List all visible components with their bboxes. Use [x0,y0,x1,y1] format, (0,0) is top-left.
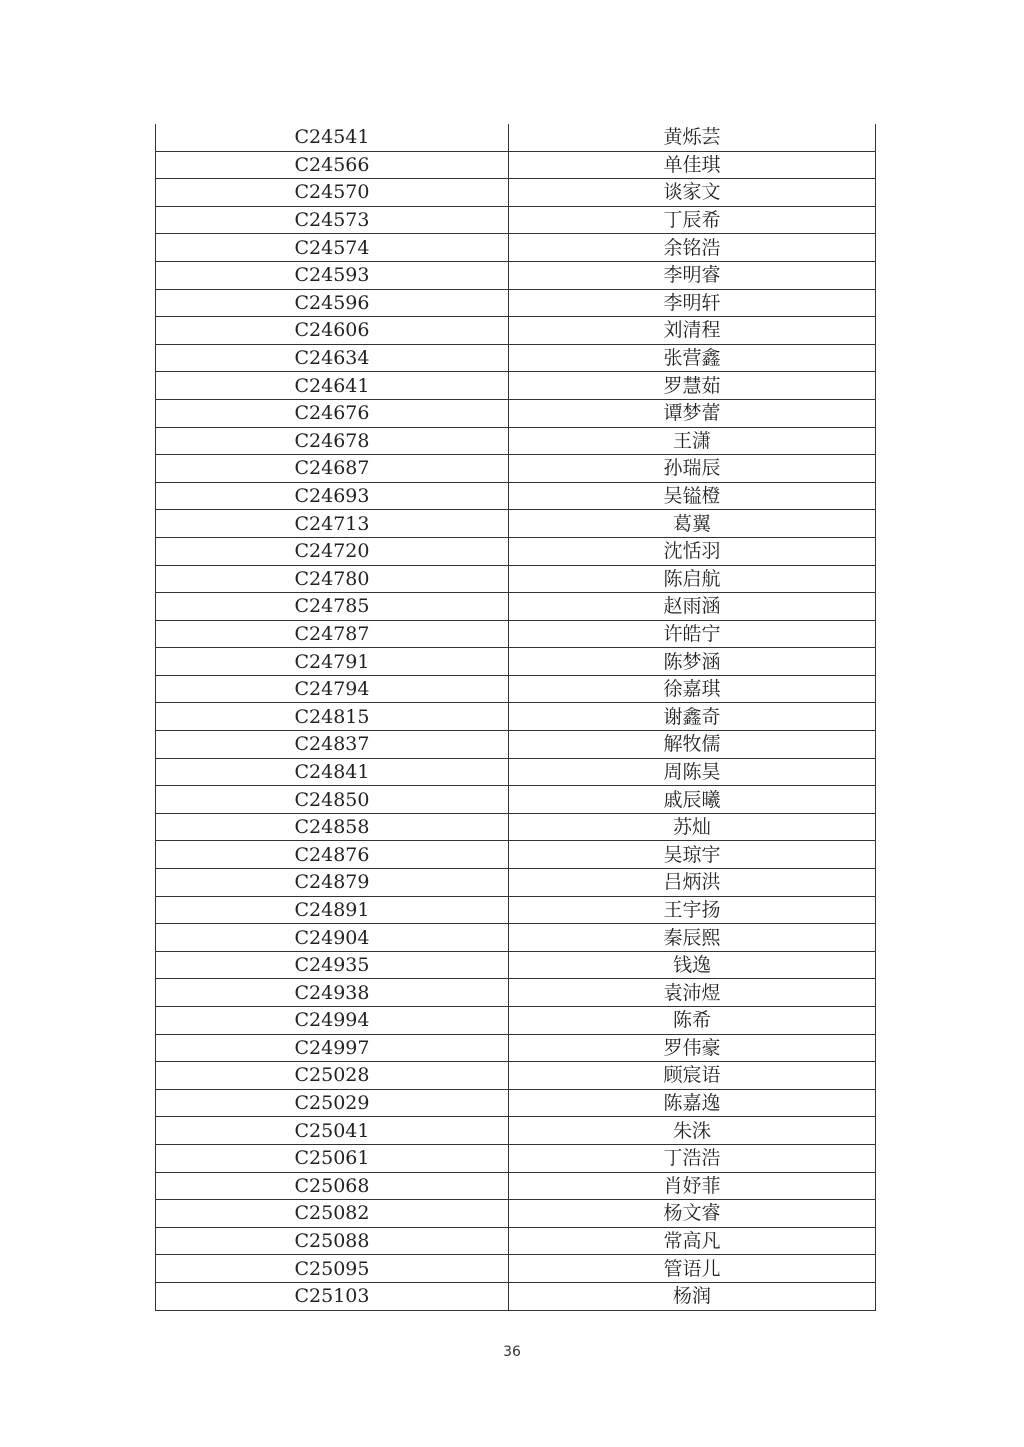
candidate-id-cell: C24570 [156,179,509,207]
table-row [156,344,876,372]
table-row [156,813,876,841]
candidate-name-cell: 许皓宁 [509,620,876,648]
table-row [156,234,876,262]
candidate-name-cell: 苏灿 [509,813,876,841]
candidate-name-cell: 管语儿 [509,1255,876,1283]
table-row [156,289,876,317]
candidate-name-cell: 杨文睿 [509,1200,876,1228]
candidate-name-cell: 丁浩浩 [509,1144,876,1172]
candidate-id-cell: C24787 [156,620,509,648]
candidate-id-cell: C24794 [156,675,509,703]
table-row [156,924,876,952]
table-row [156,537,876,565]
candidate-name-cell: 单佳琪 [509,151,876,179]
table-row [156,648,876,676]
candidate-name-cell: 黄烁芸 [509,124,876,151]
table-row [156,399,876,427]
table-row [156,703,876,731]
table-row [156,427,876,455]
table-row [156,261,876,289]
candidate-name-cell: 解牧儒 [509,731,876,759]
table-row [156,206,876,234]
candidate-name-cell: 常高凡 [509,1227,876,1255]
candidate-id-cell: C24693 [156,482,509,510]
candidate-name-cell: 袁沛煜 [509,979,876,1007]
candidate-id-cell: C24678 [156,427,509,455]
table-row [156,896,876,924]
candidate-id-cell: C25103 [156,1282,509,1310]
table-row [156,1200,876,1228]
candidate-name-cell: 赵雨涵 [509,593,876,621]
candidate-name-cell: 朱洙 [509,1117,876,1145]
candidate-name-cell: 肖妤菲 [509,1172,876,1200]
candidate-name-cell: 秦辰熙 [509,924,876,952]
candidate-name-cell: 李明睿 [509,261,876,289]
candidate-id-cell: C24687 [156,455,509,483]
table-row [156,151,876,179]
candidate-name-cell: 顾宸语 [509,1062,876,1090]
table-row [156,482,876,510]
candidate-name-cell: 罗伟豪 [509,1034,876,1062]
candidate-id-cell: C24634 [156,344,509,372]
candidate-name-cell: 吴琼宇 [509,841,876,869]
candidate-id-cell: C25061 [156,1144,509,1172]
roster-table-body [156,124,876,1310]
candidate-name-cell: 沈恬羽 [509,537,876,565]
candidate-name-cell: 陈梦涵 [509,648,876,676]
table-row [156,1007,876,1035]
table-row [156,979,876,1007]
table-row [156,1117,876,1145]
table-row [156,565,876,593]
candidate-name-cell: 罗慧茹 [509,372,876,400]
candidate-id-cell: C24676 [156,399,509,427]
candidate-id-cell: C24850 [156,786,509,814]
candidate-id-cell: C24573 [156,206,509,234]
candidate-name-cell: 谈家文 [509,179,876,207]
candidate-id-cell: C24858 [156,813,509,841]
table-row [156,1255,876,1283]
table-row [156,1144,876,1172]
candidate-id-cell: C24994 [156,1007,509,1035]
candidate-id-cell: C24566 [156,151,509,179]
candidate-id-cell: C24938 [156,979,509,1007]
table-row [156,1227,876,1255]
candidate-name-cell: 李明轩 [509,289,876,317]
candidate-id-cell: C24997 [156,1034,509,1062]
candidate-name-cell: 孙瑞辰 [509,455,876,483]
candidate-id-cell: C25095 [156,1255,509,1283]
candidate-id-cell: C24791 [156,648,509,676]
table-row [156,620,876,648]
table-row [156,841,876,869]
table-row [156,1034,876,1062]
table-row [156,1282,876,1310]
table-row [156,1172,876,1200]
candidate-id-cell: C24837 [156,731,509,759]
candidate-id-cell: C24780 [156,565,509,593]
candidate-name-cell: 钱逸 [509,951,876,979]
candidate-id-cell: C24841 [156,758,509,786]
candidate-id-cell: C24904 [156,924,509,952]
candidate-name-cell: 陈嘉逸 [509,1089,876,1117]
table-row [156,869,876,897]
candidate-id-cell: C24541 [156,124,509,151]
candidate-id-cell: C24891 [156,896,509,924]
table-row [156,124,876,151]
table-row [156,1089,876,1117]
candidate-id-cell: C25029 [156,1089,509,1117]
candidate-name-cell: 谭梦蕾 [509,399,876,427]
candidate-name-cell: 刘清程 [509,317,876,345]
candidate-id-cell: C24606 [156,317,509,345]
table-row [156,951,876,979]
candidate-name-cell: 周陈昊 [509,758,876,786]
table-row [156,786,876,814]
candidate-name-cell: 王潇 [509,427,876,455]
table-row [156,455,876,483]
candidate-id-cell: C24720 [156,537,509,565]
candidate-name-cell: 吴镒橙 [509,482,876,510]
table-row [156,758,876,786]
candidate-id-cell: C24713 [156,510,509,538]
candidate-name-cell: 徐嘉琪 [509,675,876,703]
candidate-name-cell: 葛翼 [509,510,876,538]
candidate-name-cell: 陈启航 [509,565,876,593]
candidate-name-cell: 王宇扬 [509,896,876,924]
candidate-id-cell: C24876 [156,841,509,869]
candidate-name-cell: 戚辰曦 [509,786,876,814]
candidate-id-cell: C25041 [156,1117,509,1145]
table-row [156,731,876,759]
table-row [156,317,876,345]
table-row [156,510,876,538]
candidate-id-cell: C25028 [156,1062,509,1090]
candidate-name-cell: 张营鑫 [509,344,876,372]
candidate-id-cell: C24815 [156,703,509,731]
candidate-id-cell: C24596 [156,289,509,317]
candidate-name-cell: 丁辰希 [509,206,876,234]
page-number: 36 [503,1344,521,1360]
candidate-name-cell: 谢鑫奇 [509,703,876,731]
table-row [156,1062,876,1090]
roster-table [155,124,876,1311]
candidate-id-cell: C24641 [156,372,509,400]
table-row [156,593,876,621]
candidate-name-cell: 杨润 [509,1282,876,1310]
candidate-name-cell: 陈希 [509,1007,876,1035]
candidate-id-cell: C24879 [156,869,509,897]
candidate-id-cell: C24593 [156,261,509,289]
candidate-id-cell: C25082 [156,1200,509,1228]
table-row [156,372,876,400]
candidate-id-cell: C25088 [156,1227,509,1255]
candidate-name-cell: 吕炳洪 [509,869,876,897]
candidate-name-cell: 余铭浩 [509,234,876,262]
table-row [156,179,876,207]
table-row [156,675,876,703]
candidate-id-cell: C24574 [156,234,509,262]
candidate-id-cell: C24935 [156,951,509,979]
candidate-id-cell: C25068 [156,1172,509,1200]
candidate-id-cell: C24785 [156,593,509,621]
